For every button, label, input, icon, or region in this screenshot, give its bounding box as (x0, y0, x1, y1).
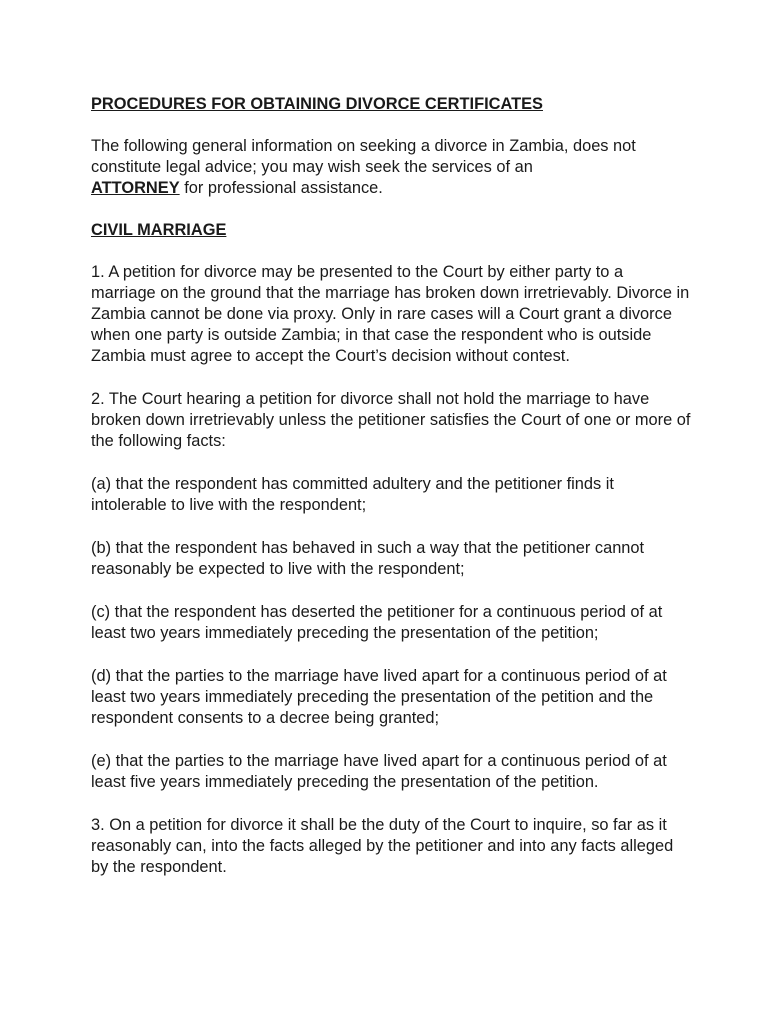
document-title: PROCEDURES FOR OBTAINING DIVORCE CERTIFICATES (91, 95, 543, 113)
fact-d: (d) that the parties to the marriage have lived apart for a continuous period of at least two years immediately preceding the presentation of the petition and the respondent consents to a decree being granted; (91, 667, 667, 727)
intro-text: The following general information on seeking a divorce in Zambia, does not constitute legal advice; you may wish seek the services of an (91, 137, 636, 176)
paragraph-3: 3. On a petition for divorce it shall be the duty of the Court to inquire, so far as it reasonably can, into the facts alleged by the petitioner and into any facts alleged by the respondent. (91, 816, 674, 876)
paragraph-1: 1. A petition for divorce may be presented to the Court by either party to a marriage on the ground that the marriage has broken down irretrievably. Divorce in Zambia cannot be done via proxy. Only in rare cases will a Court grant a divorce when one party is outside Zambia; in that case the respondent who is outside Zambia must agree to accept the Court’s decision without contest. (91, 263, 690, 365)
intro-paragraph (91, 136, 691, 199)
intro-text-end: for professional assistance. (179, 179, 383, 197)
attorney-link[interactable]: ATTORNEY (91, 179, 180, 197)
fact-b: (b) that the respondent has behaved in such a way that the petitioner cannot reasonably be expected to live with the respondent; (91, 539, 645, 578)
fact-c: (c) that the respondent has deserted the petitioner for a continuous period of at least two years immediately preceding the presentation of the petition; (91, 603, 663, 642)
document-page (91, 94, 691, 878)
section-heading-civil-marriage: CIVIL MARRIAGE (91, 221, 227, 239)
fact-e: (e) that the parties to the marriage have lived apart for a continuous period of at least five years immediately preceding the presentation of the petition. (91, 752, 667, 791)
paragraph-2: 2. The Court hearing a petition for divorce shall not hold the marriage to have broken down irretrievably unless the petitioner satisfies the Court of one or more of the following facts: (91, 390, 691, 450)
fact-a: (a) that the respondent has committed adultery and the petitioner finds it intolerable to live with the respondent; (91, 475, 614, 514)
